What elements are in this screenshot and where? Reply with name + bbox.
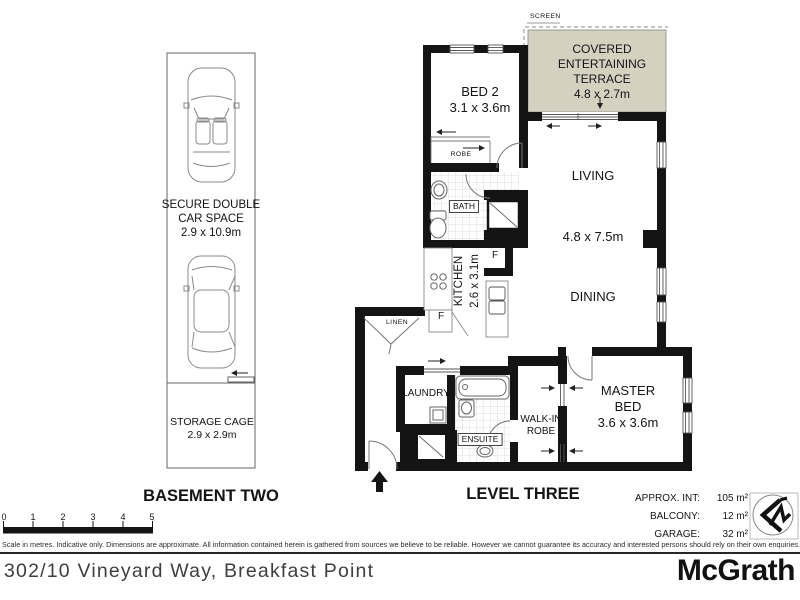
walkin-line1: WALK-IN — [520, 414, 562, 425]
laundry-slider — [424, 361, 460, 375]
area-int-label: APPROX. INT: — [634, 492, 700, 504]
area-balcony-label: BALCONY: — [649, 510, 700, 522]
robe-label: ROBE — [450, 151, 472, 158]
bed2-name: BED 2 — [461, 84, 499, 99]
storage-dims: 2.9 x 2.9m — [187, 429, 237, 441]
bed2-dims: 3.1 x 3.6m — [449, 100, 511, 115]
laundry-fixtures — [430, 407, 446, 423]
car-space-line1: SECURE DOUBLE — [161, 199, 261, 211]
area-row-int — [635, 489, 748, 507]
scale-bar — [3, 521, 153, 534]
area-row-balcony — [635, 507, 748, 525]
living-label: LIVING — [571, 168, 615, 183]
area-int-value: 105 m² — [716, 492, 748, 504]
robe-slider — [431, 137, 490, 163]
car-space-line2: CAR SPACE — [178, 213, 244, 225]
scale-tick-1: 1 — [30, 512, 36, 522]
scale-tick-5: 5 — [149, 512, 155, 522]
fridge-label-2: F — [437, 311, 445, 322]
car-space-label — [162, 198, 260, 240]
walkin-robe-label — [520, 414, 561, 438]
basement-two-title: BASEMENT TWO — [143, 487, 279, 505]
kitchen-dims-label: 2.6 x 3.1m — [469, 254, 481, 308]
level-three-title: LEVEL THREE — [466, 485, 580, 503]
mcgrath-logo: McGrath — [676, 554, 795, 587]
basement-outline — [167, 53, 255, 468]
storage-cage-label — [170, 416, 254, 442]
disclaimer-text: Scale in metres. Indicative only. Dimensions are approximate. All information contained herein is gathered from sources we believe to be reliable. However we cannot guarantee its accuracy and interested persons should rely on their own enquiries. — [2, 540, 800, 549]
area-garage-label: GARAGE: — [654, 528, 700, 540]
scale-tick-3: 3 — [90, 512, 96, 522]
master-line1: MASTER — [600, 383, 656, 398]
laundry-label: LAUNDRY — [402, 388, 450, 399]
bath-shower — [488, 201, 519, 229]
area-balcony-value: 12 m² — [722, 510, 748, 522]
entry-arrow-icon — [371, 471, 388, 492]
balcony-slider — [542, 112, 618, 121]
living-dims-label: 4.8 x 7.5m — [562, 229, 624, 244]
bath-label-text: BATH — [449, 200, 479, 213]
scale-tick-2: 2 — [60, 512, 66, 522]
robe-arrows — [437, 132, 484, 148]
kitchen-label: KITCHEN — [453, 255, 465, 307]
master-dims: 3.6 x 3.6m — [597, 415, 659, 430]
bath-label — [449, 196, 479, 215]
terrace-dims: 4.8 x 2.7m — [573, 87, 631, 101]
property-address: 302/10 Vineyard Way, Breakfast Point — [4, 560, 375, 582]
terrace-line1: COVERED — [572, 42, 632, 56]
ensuite-label — [458, 429, 503, 448]
terrace-line2: ENTERTAINING — [557, 57, 647, 71]
area-garage-value: 32 m² — [722, 528, 748, 540]
screen-label: SCREEN — [530, 13, 561, 20]
area-table — [635, 489, 748, 543]
terrace-label — [558, 42, 646, 102]
laundry-shower — [417, 434, 446, 460]
dining-label: DINING — [570, 289, 616, 304]
fridge-label-1: F — [491, 250, 499, 261]
compass-icon — [750, 493, 798, 539]
car-space-dims: 2.9 x 10.9m — [180, 227, 242, 239]
master-line2: BED — [614, 399, 642, 414]
master-bed-label — [598, 383, 659, 431]
ensuite-label-text: ENSUITE — [458, 433, 503, 446]
storage-name: STORAGE CAGE — [170, 416, 254, 428]
walkin-line2: ROBE — [526, 426, 556, 437]
linen-label: LINEN — [385, 319, 409, 326]
scale-tick-0: 0 — [1, 512, 7, 522]
terrace-line3: TERRACE — [573, 72, 631, 86]
scale-tick-4: 4 — [120, 512, 126, 522]
bed2-label — [450, 84, 511, 116]
